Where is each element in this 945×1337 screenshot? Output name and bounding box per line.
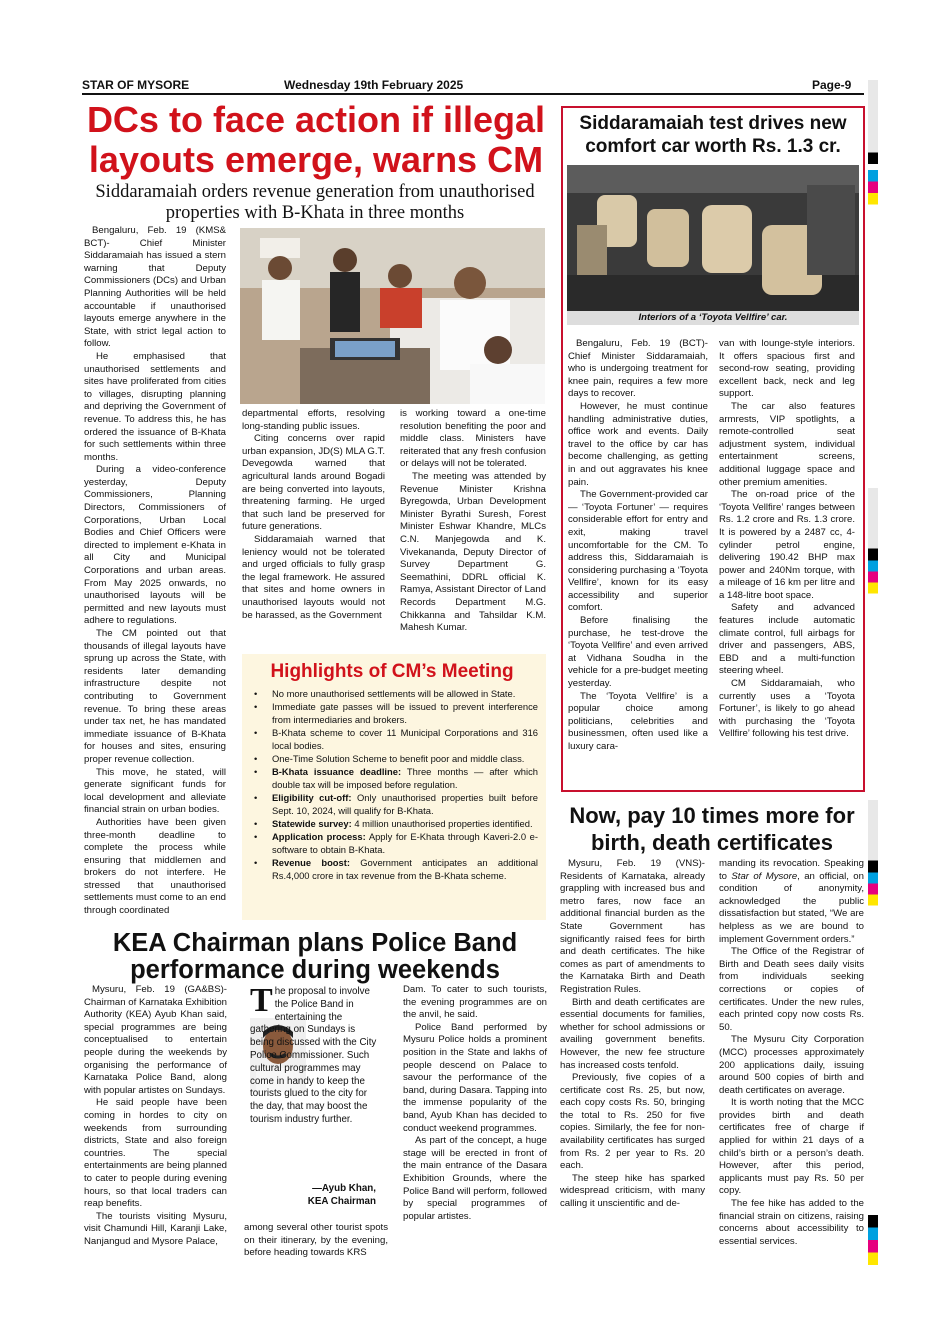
story1-headline-line2: layouts emerge, warns CM xyxy=(88,139,544,180)
story3-col1-para: The steep hike has sparked widespread criticism, with many calling it unscientific and de- xyxy=(560,1172,705,1210)
paper-name-italic: Star of Mysore xyxy=(731,870,798,882)
story2-column-2 xyxy=(719,338,855,741)
highlight-item-lead: Eligibility cut-off: xyxy=(272,792,352,804)
story1-column-3 xyxy=(400,408,546,635)
highlight-item-text: 4 million unauthorised properties identified. xyxy=(351,818,533,830)
highlight-item-text: One-Time Solution Scheme to benefit poor and middle class. xyxy=(272,753,525,765)
story4-headline xyxy=(76,930,554,984)
story4-col3-para: Police Band performed by Mysuru Police holds a prominent position in the State and lakhs of people descend on Palace to savour the performance of the band, during Dasara. Tapping into the immense popularity of the band, Ayub Khan has decided to conduct weekend programmes. xyxy=(403,1021,547,1134)
highlight-item-text: Apply for E-Khata through Kaveri-2.0 e-software to obtain B-Khata. xyxy=(272,831,538,855)
quote-dropcap: T xyxy=(250,982,273,1019)
story3-col2-para xyxy=(719,858,864,946)
chairman-quote xyxy=(250,982,378,1127)
registration-bar-top xyxy=(868,80,878,225)
registration-bar-bottom xyxy=(868,1215,878,1265)
highlight-item xyxy=(246,766,538,791)
highlight-item-lead: B-Khata issuance deadline: xyxy=(272,766,402,778)
story4-col1-para: Mysuru, Feb. 19 (GA&BS)- Chairman of Karnataka Exhibition Authority (KEA) Ayub Khan said, special programmes are being conceptualised to entertain people during the weekends by organising the performance of Karnataka Police Band, along with popular artistes on Sundays. xyxy=(84,984,227,1096)
quote-text: he proposal to involve the Police Band in entertaining the gathering on Sundays is being discussed with the City Police Commissioner. Such cultural programmes may come in handy to keep the tourists glued to the city for the day, that may boost the tourism industry further. xyxy=(250,986,377,1125)
story3-headline xyxy=(556,802,868,856)
highlight-item xyxy=(246,727,538,752)
story1-col3-para: The meeting was attended by Revenue Minister Krishna Byregowda, Urban Development Minister Byrathi Suresh, Forest Minister Eshwar Khandre, MLCs C.N. Manjegowda and K. Vivekananda, Deputy Director of Survey Department G. Seemathini, DDRL official K. Ramya, Assistant Director of Land Records Department M.G. Chikkanna and Tahsildar K.M. Mahesh Kumar. xyxy=(400,470,546,634)
story3-column-2 xyxy=(719,858,864,1248)
story3-headline-line1: Now, pay 10 times more for xyxy=(569,803,855,828)
story2-col2-para: The on-road price of the ‘Toyota Vellfire’ ranges between Rs. 1.2 crore and Rs. 1.3 crore. It is powered by a 2487 cc, 4-cylinder petrol engine, delivering 190.42 BHP max power and 240Nm torque, with a mileage of 16 km per litre and a 148-litre boot space. xyxy=(719,489,855,601)
story1-column-2 xyxy=(242,408,385,622)
story4-column-1 xyxy=(84,984,227,1248)
story3-column-1 xyxy=(560,858,705,1211)
story3-col2-text: , an official, on condition of anonymity, acknowledged the public dissatisfaction but stated, “We are helpless as we are bound to implement Government orders.” xyxy=(719,870,864,945)
story4-headline-line2: performance during weekends xyxy=(130,956,500,984)
story3-col1-para: Previously, five copies of a certificate cost Rs. 25, but now, each copy costs Rs. 50, bringing the total to Rs. 250 for five copies. Similarly, the fee for non-availability certificates has surged from Rs. 2 per year to Rs. 20 each. xyxy=(560,1072,705,1172)
story2-col2-para: Safety and advanced features include automatic climate control, full airbags for driver and passengers, ABS, EBD and a multi-function steering wheel. xyxy=(719,602,855,677)
story2-headline-line1: Siddaramaiah test drives new xyxy=(579,113,847,134)
story1-subhead xyxy=(82,182,548,224)
story2-col1-para: The Government-provided car — ‘Toyota Fortuner’ — requires considerable effort for entry and exit, making travel uncomfortable for the CM. To address this, Siddaramaiah is considering purchasing a ‘Toyota Vellfire’, known for its easy accessibility and superior comfort. xyxy=(568,489,708,614)
highlight-item-lead: Application process: xyxy=(272,831,366,843)
story3-col2-text: manding its revocation. Speaking to xyxy=(719,858,864,882)
story1-col1-para: Bengaluru, Feb. 19 (KMS& BCT)- Chief Minister Siddaramaiah has issued a stern warning that Deputy Commissioners (DCs) and Urban Planning Authorities will be held accountable if unauthorised layouts emerge anywhere in the State, with strict legal action to follow. xyxy=(84,225,226,350)
story2-headline xyxy=(563,112,863,158)
story1-col1-para: He emphasised that unauthorised settlements and sites have proliferated from cities to villages, disrupting planning and depriving the Government of revenue. To address this, he has ordered the issuance of B-Khata for such settlements within three months. xyxy=(84,350,226,463)
registration-bar-lower xyxy=(868,800,878,910)
highlight-item-text: Government anticipates an additional Rs.4,000 crore in tax revenue from the B-Khata scheme. xyxy=(272,857,538,881)
highlight-item-text: No more unauthorised settlements will be allowed in State. xyxy=(272,688,516,699)
story1-col3-para: is working toward a one-time resolution benefiting the poor and middle class. Ministers have reiterated that any fresh confusion or delays will not be tolerated. xyxy=(400,408,546,470)
highlights-title: Highlights of CM’s Meeting xyxy=(270,661,514,682)
story4-col3-para: Dam. To cater to such tourists, the evening programmes are on the anvil, he said. xyxy=(403,984,547,1021)
issue-date: Wednesday 19th February 2025 xyxy=(284,78,464,92)
page-number: Page-9 xyxy=(812,78,852,92)
highlights-box xyxy=(242,654,546,920)
story3-col2-para: It is worth noting that the MCC provides birth and death certificates free of charge if applied for within 21 days of a child’s birth or a person’s death. However, after this period, applicants must pay Rs. 50 per copy. xyxy=(719,1097,864,1197)
highlights-list xyxy=(246,688,538,882)
story3-headline-line2: birth, death certificates xyxy=(590,830,834,855)
story1-headline-line1: DCs to face action if illegal xyxy=(86,99,546,140)
story1-col2-para: Siddaramaiah warned that leniency would not be tolerated and urged officials to fully grasp the legal framework. He assured that sites and home owners in unauthorised layouts would not be harassed, as the Government xyxy=(242,533,385,621)
highlight-item xyxy=(246,753,538,765)
story1-headline xyxy=(78,100,554,180)
story1-col1-para: The CM pointed out that thousands of illegal layouts have sprung up across the State, with residents later demanding infrastructure despite not contributing to Government revenue. To bring these areas under tax net, he has mandated immediate issuance of B-Khata for houses and sites, ensuring proper revenue collection. xyxy=(84,628,226,765)
highlight-item xyxy=(246,792,538,817)
quote-attribution-title: KEA Chairman xyxy=(307,1196,376,1207)
highlight-item xyxy=(246,857,538,882)
story1-col2-para: Citing concerns over rapid urban expansion, JD(S) MLA G.T. Devegowda warned that agricultural lands around Bogadi are being converted into layouts, threatening farming. He urged that such land be preserved for future generations. xyxy=(242,433,385,533)
story2-col1-para: Before finalising the purchase, he test-drove the ‘Toyota Vellfire’ and even arrived at Vidhana Soudha in the vehicle for a pre-budget meeting yesterday. xyxy=(568,615,708,690)
story2-col1-para: The ‘Toyota Vellfire’ is a popular choice among politicians, celebrities and businessmen, often used like a luxury cara- xyxy=(568,690,708,752)
story2-col1-para: Bengaluru, Feb. 19 (BCT)- Chief Minister Siddaramaiah, who is undergoing treatment for knee pain, requires a few more days to recover. xyxy=(568,338,708,400)
story4-col2-para: among several other tourist spots on their itinerary, by the evening, before heading towards KRS xyxy=(244,1222,388,1259)
highlight-item xyxy=(246,831,538,856)
paper-name: STAR OF MYSORE xyxy=(82,78,190,92)
highlight-item xyxy=(246,818,538,830)
car-interior-photo xyxy=(567,165,859,311)
story2-col1-para: However, he must continue handling administrative duties, office work and events. Daily travel to the office by car has become challenging, as getting in and out aggravates his knee pain. xyxy=(568,400,708,488)
story4-column-2 xyxy=(244,1222,388,1260)
quote-attribution xyxy=(250,1182,376,1208)
quote-attribution-name: —Ayub Khan, xyxy=(312,1183,376,1194)
story3-col1-para: Mysuru, Feb. 19 (VNS)- Residents of Karnataka, already grappling with increased bus and metro fares, now face an additional financial burden as the State Government has significantly raised fees for birth and death certificates. The hike comes as part of amendments to the Karnataka Birth and Death Registration Rules. xyxy=(560,858,705,995)
highlight-item xyxy=(246,701,538,726)
story1-col1-para: Authorities have been given three-month deadline to complete the process while ensuring that middlemen and brokers do not interfere. He stressed that unauthorised settlements must come to an end through coordinated xyxy=(84,816,226,917)
story3-col2-para: The Office of the Registrar of Birth and Death sees daily visits from individuals seeking corrections or copies of certificates. Under the new rules, each printed copy now costs Rs. 50. xyxy=(719,946,864,1033)
story4-column-3 xyxy=(403,984,547,1223)
story3-col1-para: Birth and death certificates are essential documents for families, whether for school admissions or availing government benefits. However, the new fee structure has increased costs tenfold. xyxy=(560,996,705,1071)
car-photo-caption: Interiors of a ‘Toyota Vellfire’ car. xyxy=(567,311,859,325)
highlight-item-text: Only unauthorised properties built before Sept. 10, 2024, will qualify for B-Khata. xyxy=(272,792,538,816)
story1-column-1 xyxy=(84,225,226,918)
masthead-rule xyxy=(82,93,864,95)
story3-col2-para: The Mysuru City Corporation (MCC) processes approximately 200 applications daily, issuing around 500 copies of birth and death certificates on average. xyxy=(719,1034,864,1096)
story3-col2-para: The fee hike has added to the financial strain on citizens, raising concerns about accessibility to essential services. xyxy=(719,1198,864,1247)
story4-col1-para: He said people have been coming in hordes to city on weekends from surrounding districts, State and also foreign countries. The special entertainments are being planned to cater to people during evening hours, so that local traders can reap benefits. xyxy=(84,1097,227,1210)
story4-headline-line1: KEA Chairman plans Police Band xyxy=(112,929,518,957)
highlight-item-text: B-Khata scheme to cover 11 Municipal Corporations and 316 local bodies. xyxy=(272,727,538,751)
story2-headline-line2: comfort car worth Rs. 1.3 cr. xyxy=(585,136,841,157)
story1-col2-para: departmental efforts, resolving long-standing public issues. xyxy=(242,408,385,432)
cm-meeting-photo xyxy=(240,228,545,404)
story2-col2-para: The car also features armrests, VIP spotlights, a remote-controlled seat adjustment system, individual entertainment screens, additional luggage space and other premium amenities. xyxy=(719,400,855,488)
story1-col1-para: During a video-conference yesterday, Deputy Commissioners, Planning Directors, Commissioners of Corporations, Urban Local Bodies and Chief Officers were directed to implement e-Khata in all City and Municipal Corporations and urban areas. From May 2025 onwards, no unauthorised layouts will be permitted and new layouts must adhere to regulations. xyxy=(84,464,226,627)
story4-col3-para: As part of the concept, a huge stage will be erected in front of the main entrance of the Dasara Exhibition Grounds, where the Police Band will perform, followed by special programmes of popular artistes. xyxy=(403,1135,547,1222)
highlight-item xyxy=(246,688,538,700)
highlight-item-text: Three months — after which double tax will be imposed before regulation. xyxy=(272,766,538,790)
highlight-item-text: Immediate gate passes will be issued to prevent interference from intermediaries and brokers. xyxy=(272,701,538,725)
story2-col2-para: CM Siddaramaiah, who currently uses a ‘Toyota Fortuner’, is likely to go ahead with purchasing the ‘Toyota Vellfire’ following his test drive. xyxy=(719,678,855,740)
highlight-item-lead: Revenue boost: xyxy=(272,857,350,869)
story2-col2-para: van with lounge-style interiors. It offers spacious first and second-row seating, providing excellent back, neck and leg support. xyxy=(719,338,855,400)
story1-subhead-line2: properties with B-Khata in three months xyxy=(165,203,465,223)
registration-bar-mid xyxy=(868,488,878,598)
highlight-item-lead: Statewide survey: xyxy=(272,818,352,830)
story4-col1-para: The tourists visiting Mysuru, visit Chamundi Hill, Karanji Lake, Nanjangud and Mysore Palace, xyxy=(84,1210,227,1247)
story1-col1-para: This move, he stated, will generate significant funds for local development and alleviate financial strain on urban bodies. xyxy=(84,766,226,816)
story1-subhead-line1: Siddaramaiah orders revenue generation from unauthorised xyxy=(95,182,535,202)
story2-column-1 xyxy=(568,338,708,754)
